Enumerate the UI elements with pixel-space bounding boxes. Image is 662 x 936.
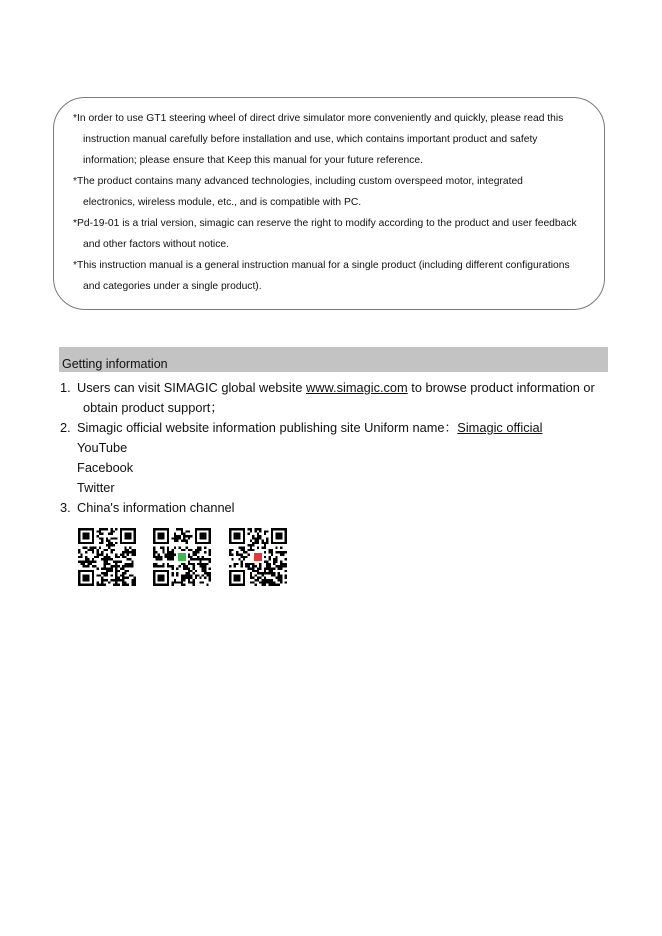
list-number-3: 3. <box>60 500 71 515</box>
section-title: Getting information <box>62 357 168 371</box>
simagic-website-link[interactable]: www.simagic.com <box>306 380 408 395</box>
platform-youtube: YouTube <box>77 440 128 455</box>
list-number-2: 2. <box>60 420 71 435</box>
notice-paragraph-4: *This instruction manual is a general instruction manual for a single product (including different configurations and categories under a single product). <box>73 260 570 292</box>
simagic-official-link[interactable]: Simagic official <box>457 420 543 435</box>
notice-paragraph-3: *Pd-19-01 is a trial version, simagic can reserve the right to modify according to the product and user feedback and other factors without notice. <box>73 218 577 250</box>
qr-code-1 <box>78 528 136 586</box>
platform-facebook: Facebook <box>77 460 134 475</box>
list-item-2: Simagic official website information publishing site Uniform name：Simagic official <box>77 420 543 435</box>
notice-paragraph-1: *In order to use GT1 steering wheel of direct drive simulator more conveniently and quickly, please read this instruction manual carefully before installation and use, which contains important product and safety information; please ensure that Keep this manual for your future reference. <box>73 113 564 166</box>
list-number-1: 1. <box>60 380 71 395</box>
list-item-1: Users can visit SIMAGIC global website www.simagic.com to browse product information or <box>77 380 595 395</box>
list-item-3: China's information channel <box>77 500 235 515</box>
list-item-1-continued: obtain product support； <box>83 400 224 415</box>
qr-code-3 <box>229 528 287 586</box>
qr-code-2 <box>153 528 211 586</box>
notice-paragraph-2: *The product contains many advanced technologies, including custom overspeed motor, integrated electronics, wireless module, etc., and is compatible with PC. <box>73 176 523 208</box>
section-heading-bar <box>59 347 608 372</box>
platform-twitter: Twitter <box>77 480 115 495</box>
